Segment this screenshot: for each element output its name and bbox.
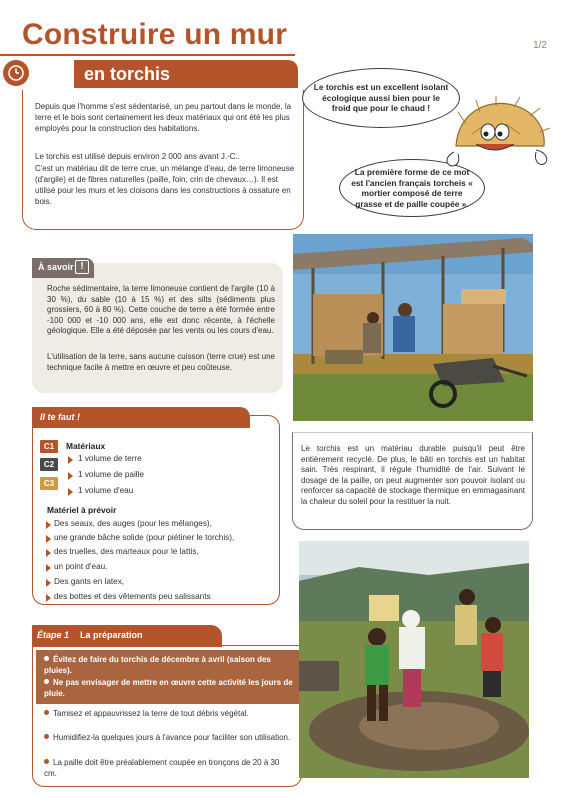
exclamation-icon: ! [75, 260, 89, 274]
triangle-bullet-icon [68, 456, 73, 464]
triangle-bullet-icon [46, 535, 51, 543]
triangle-bullet-icon [46, 564, 51, 572]
materiel-title: Matériel à prévoir [47, 505, 117, 515]
speech-bubble-top-text: Le torchis est un excellent isolant écologique aussi bien pour le froid que pour le chaud ! [313, 82, 449, 114]
triangle-bullet-icon [46, 579, 51, 587]
badge-c3: C3 [40, 477, 58, 490]
speech-bubble-bottom-text: La première forme de ce mot est l'ancien français torcheis « mortier composé de terre grasse et de paille coupée ». [351, 167, 473, 209]
bullet-icon [44, 710, 49, 715]
materiel-item: Des seaux, des auges (pour les mélanges), [54, 519, 212, 528]
title-underline [0, 54, 295, 56]
materiel-item: un point d'eau. [54, 562, 108, 571]
warning-item [44, 678, 294, 699]
materiau-item: 1 volume de terre [78, 454, 142, 463]
step-item [44, 733, 294, 744]
bullet-icon [44, 656, 49, 661]
page-number: 1/2 [533, 40, 547, 51]
step-text: Tamisez et appauvrissez la terre de tout débris végétal. [53, 709, 249, 718]
etape-title: La préparation [80, 630, 143, 640]
etape-tag: Étape 1 [37, 630, 70, 640]
il-te-faut-label: Il te faut ! [40, 412, 80, 422]
warning-text: Évitez de faire du torchis de décembre à avril (saison des pluies). [44, 655, 271, 675]
straw-mascot-icon [436, 94, 554, 170]
clock-icon [3, 60, 29, 86]
triangle-bullet-icon [46, 549, 51, 557]
triangle-bullet-icon [46, 594, 51, 602]
intro-paragraph-1: Depuis que l'homme s'est sédentarisé, un peu partout dans le monde, la terre et le bois sont certainement les deux matériaux qui ont été les plus employés pour la construction des habitations. [35, 102, 292, 133]
triangle-bullet-icon [68, 488, 73, 496]
materiaux-title: Matériaux [66, 441, 106, 451]
step-text: Humidifiez-la quelques jours à l'avance pour faciliter son utilisation. [53, 733, 291, 742]
a-savoir-paragraph-1: Roche sédimentaire, la terre limoneuse contient de l'argile (10 à 30 %), du sable (10 à 15 %) et des silts (sédiments plus grossiers, 60 à 80 %). Cette couche de terre a été formée entre -100 000 et -10 000 ans, elle est donc récente, à l'échelle géologique. Elle a été déposée par les vents ou les cours d'eau. [47, 284, 275, 336]
intro-paragraph-3: C'est un matériau dit de terre crue, un mélange d'eau, de terre limoneuse (d'argile) et de fibres naturelles (paille, foin, crin de chevaux…). Il est utilisé pour les murs et les cloisons dans les constructions à ossature en bois. [35, 164, 295, 206]
materiel-item: Des gants en latex, [54, 577, 125, 586]
bullet-icon [44, 679, 49, 684]
warning-text: Ne pas envisager de mettre en œuvre cette activité les jours de pluie. [44, 678, 293, 698]
materiau-item: 1 volume d'eau [78, 486, 134, 495]
step-item [44, 709, 294, 720]
step-text: La paille doit être préalablement coupée en tronçons de 20 à 30 cm. [44, 758, 280, 778]
triangle-bullet-icon [46, 521, 51, 529]
badge-c2: C2 [40, 458, 58, 471]
triangle-bullet-icon [68, 472, 73, 480]
a-savoir-paragraph-2: L'utilisation de la terre, sans aucune cuisson (terre crue) est une technique facile à mettre en œuvre et peu coûteuse. [47, 352, 275, 372]
page-title: Construire un mur [22, 18, 288, 51]
photo-children-mixing [299, 541, 529, 778]
materiel-item: des truelles, des marteaux pour le lattis, [54, 547, 199, 556]
materiel-item: des bottes et des vêtements peu salissants [54, 592, 211, 601]
materiel-item: une grande bâche solide (pour piétiner le torchis), [54, 533, 235, 542]
bullet-icon [44, 734, 49, 739]
page-subtitle: en torchis [84, 64, 171, 84]
step-item [44, 758, 294, 779]
info-text: Le torchis est un matériau durable puisqu'il peut être entièrement recyclé. De plus, le bâti en torchis est un habitat sain. Très respirant, il régule l'humidité de l'air. Suivant le dosage de la paille, on peut augmenter son pouvoir isolant ou renforcer sa capacité de stockage thermique en emmagasinant la chaleur du soleil pour la restituer la nuit. [301, 444, 525, 506]
badge-c1: C1 [40, 440, 58, 453]
warning-item [44, 655, 294, 676]
intro-paragraph-2: Le torchis est utilisé depuis environ 2 000 ans avant J.-C.. [35, 152, 240, 161]
bullet-icon [44, 759, 49, 764]
photo-construction-site [293, 234, 533, 421]
a-savoir-label: À savoir [38, 262, 74, 272]
materiau-item: 1 volume de paille [78, 470, 144, 479]
